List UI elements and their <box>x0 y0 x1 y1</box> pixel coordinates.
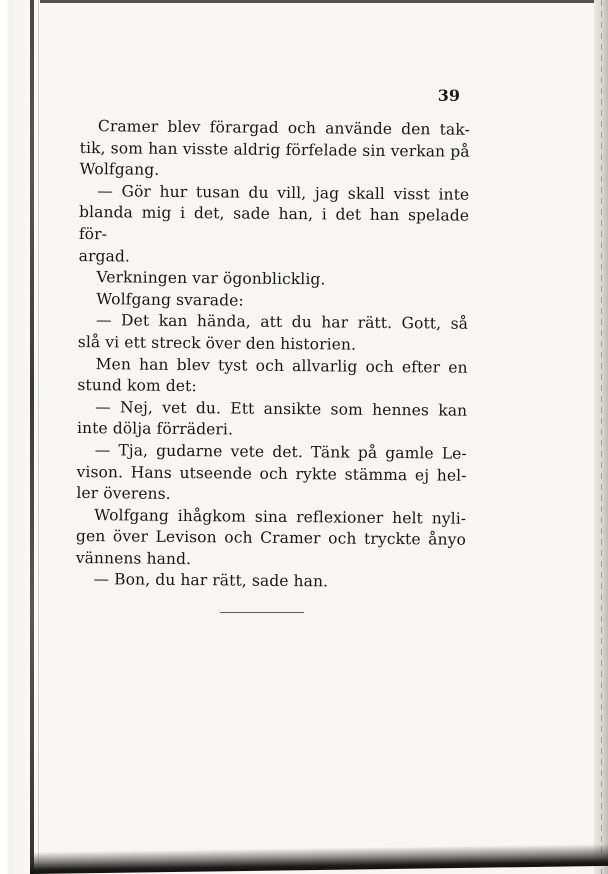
text-line: tik, som han visste aldrig förfelade sin verkan på <box>79 138 470 161</box>
top-scan-edge <box>40 0 608 3</box>
binding-inner-line <box>38 0 39 874</box>
text-line: stund kom det: <box>77 376 197 396</box>
text-line: — Gör hur tusan du vill, jag skall visst inte <box>97 181 470 204</box>
text-line: Cramer blev förargad och använde den tak- <box>97 117 470 139</box>
text-line: inte dölja förräderi. <box>76 419 234 439</box>
page-number: 39 <box>437 86 460 105</box>
text-line: Wolfgang ihågkom sina reflexioner helt nyli- <box>94 505 467 528</box>
text-line: Wolfgang svarade: <box>96 289 244 310</box>
text-line: — Nej, vet du. Ett ansikte som hennes kan <box>95 397 468 420</box>
body-text <box>75 116 470 595</box>
binding-shadow-line <box>30 0 34 874</box>
text-line: blanda mig i det, sade han, i det han spelade för- <box>78 203 470 244</box>
text-line: gen över Levison och Cramer och tryckte ånyo <box>75 527 467 550</box>
bottom-scan-edge <box>30 844 608 874</box>
right-edge-perforation <box>601 0 602 874</box>
text-line: Men han blev tyst och allvarlig och efter en <box>95 354 468 377</box>
text-line: vison. Hans utseende och rykte stämma ej hel- <box>76 462 467 485</box>
text-line: argad. <box>78 246 131 266</box>
text-line: ler överens. <box>76 484 171 503</box>
text-line: slå vi ett streck över den historien. <box>77 332 357 354</box>
text-line: — Bon, du har rätt, sade han. <box>93 570 329 591</box>
text-line: — Tja, gudarne vete det. Tänk på gamle Le- <box>94 441 467 463</box>
text-line: — Det kan hända, att du har rätt. Gott, så <box>95 311 469 334</box>
section-end-rule <box>220 612 304 613</box>
text-line: vännens hand. <box>75 548 192 568</box>
binding-edge <box>0 0 40 874</box>
text-line: Verkningen var ögonblicklig. <box>96 268 326 289</box>
text-line: Wolfgang. <box>79 160 160 179</box>
